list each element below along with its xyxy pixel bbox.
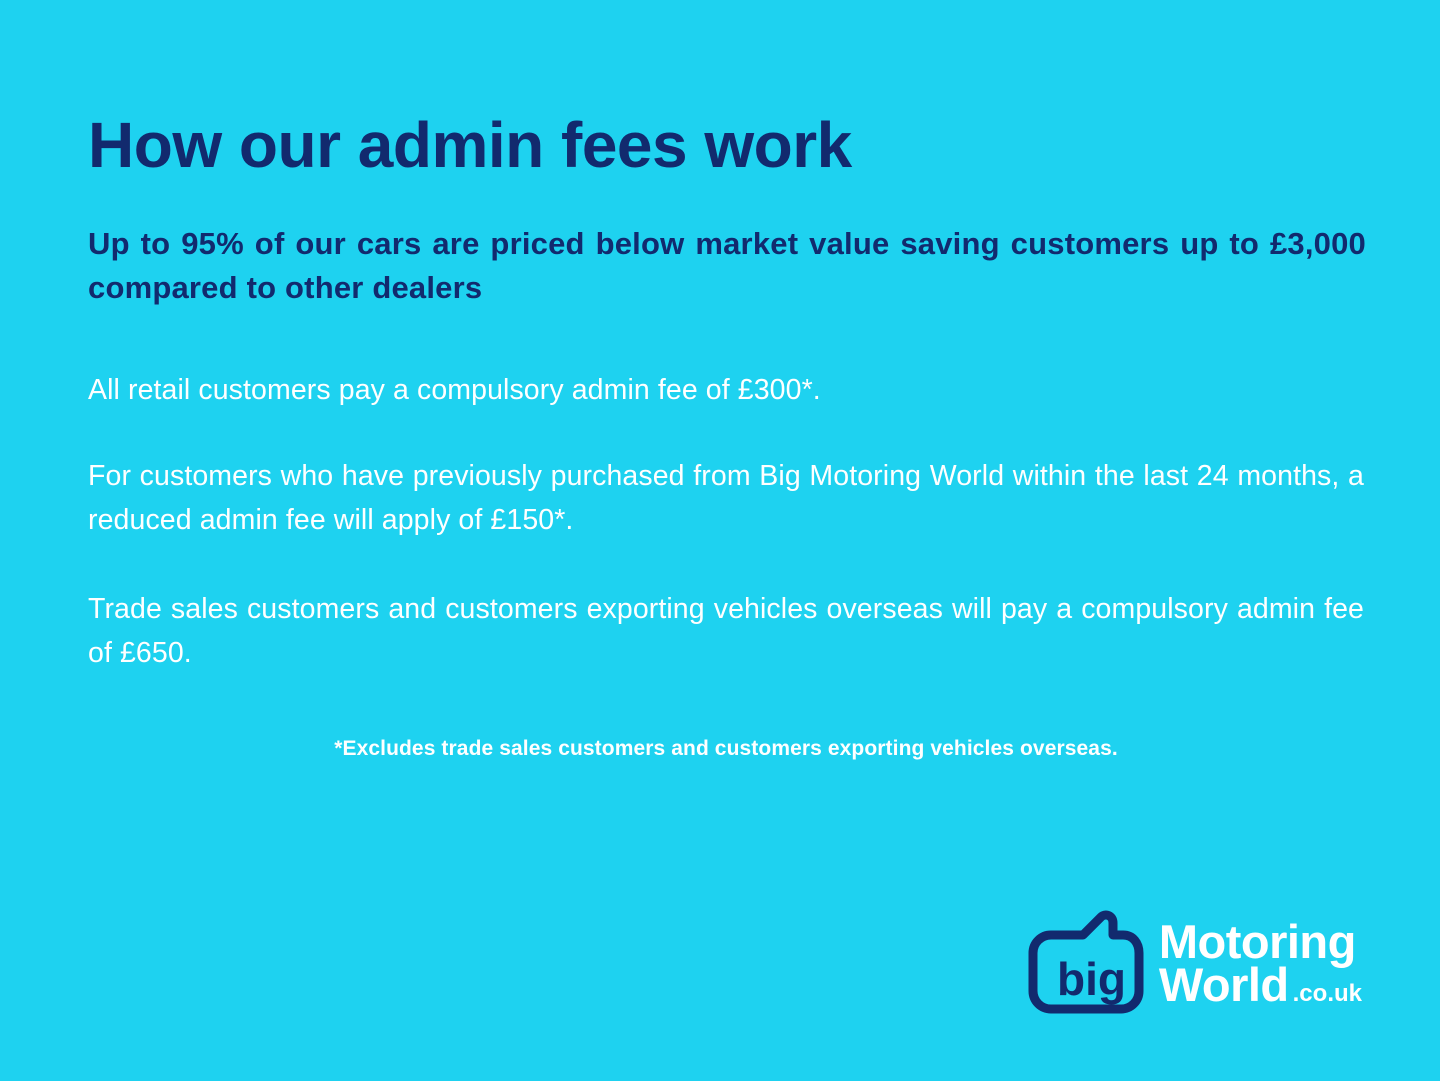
brand-logo (1017, 907, 1362, 1019)
paragraph-trade-export-fee: Trade sales customers and customers exporting vehicles overseas will pay a compulsory admin fee of £650. (88, 592, 1364, 669)
subheadline: Up to 95% of our cars are priced below market value saving customers up to £3,000 compared to other dealers (88, 226, 1366, 306)
logo-line-world-row (1158, 958, 1362, 1011)
paragraph-retail-fee: All retail customers pay a compulsory admin fee of £300*. (88, 374, 821, 407)
logo-wordmark (1158, 914, 1362, 1011)
footnote: *Excludes trade sales customers and customers exporting vehicles overseas. (334, 736, 1118, 760)
car-outline-icon (1017, 907, 1145, 1019)
slide-content (88, 0, 1366, 782)
logo-tld: .co.uk (1292, 980, 1362, 1007)
logo-line-world: World (1158, 958, 1289, 1011)
paragraph-returning-customer-fee: For customers who have previously purchased from Big Motoring World within the last 24 months, a reduced admin fee will apply of £150*. (88, 460, 1364, 537)
logo-line-motoring: Motoring (1158, 914, 1356, 968)
logo-mark-text: big (1056, 953, 1126, 1005)
page-title: How our admin fees work (88, 109, 852, 181)
